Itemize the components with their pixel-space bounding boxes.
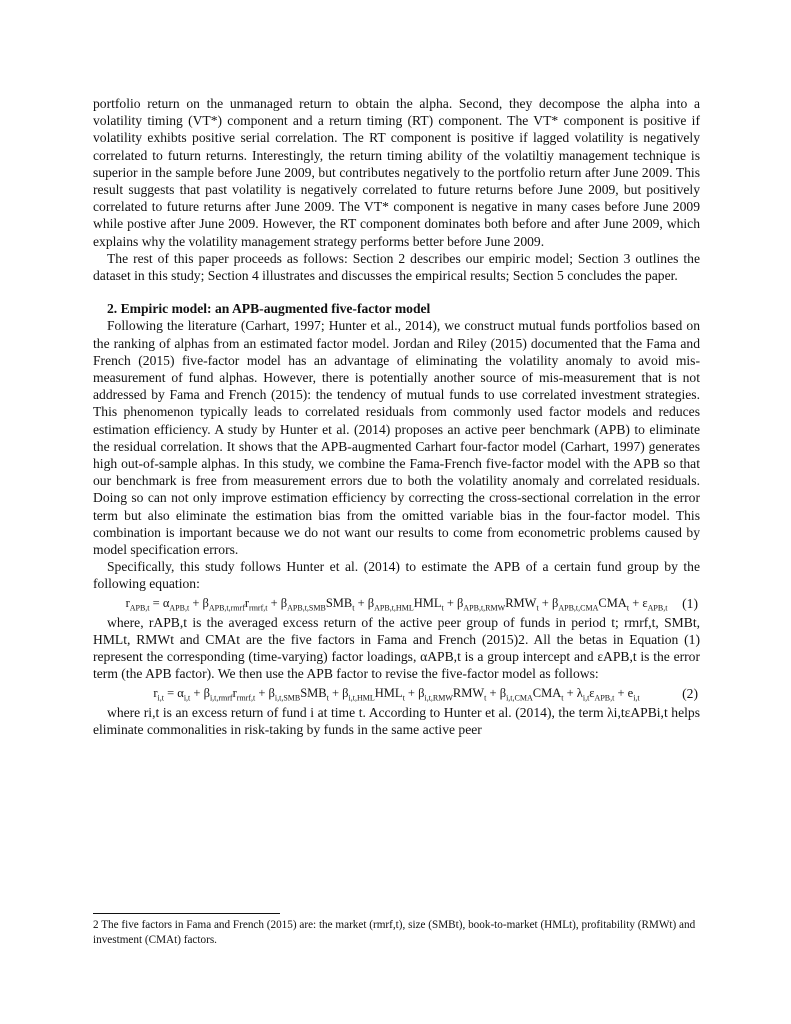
footnote-divider [93, 913, 280, 914]
equation-1: $r_{APB,t} = \alpha_{APB,t} + \beta_{APB,t,rmrf}r_{rmrf,t} + \beta_{APB,t,SMB}SMB_t + \beta_{APB,t,HML}HML_t + \beta_{APB,t,RMW}RMW_t + \beta_{APB,t,CMA}CMA_t + \varepsilon_{APB,t}$ (1) [93, 593, 700, 614]
section2-paragraph-1: Following the literature (Carhart, 1997; Hunter et al., 2014), we construct mutual funds portfolios based on the ranking of alphas from an estimated factor model. Jordan and Riley (2015) documented that the Fama and French (2015) five-factor model has an advantage of eliminating the volatility anomaly to avoid mis-measurement of fund alphas. However, there is potentially another source of mis-measurement that is not addressed by Fama and French (2015): the tendency of mutual funds to use correlated investment strategies. This phenomenon typically leads to correlated residuals from commonly used factor models and reduces estimation efficiency. A study by Hunter et al. (2014) proposes an active peer benchmark (APB) to eliminate the residual correlation. It shows that the APB-augmented Carhart four-factor model (Carhart, 1997) generates high out-of-sample alphas. In this study, we combine the Fama-French five-factor model with the APB so that our benchmark is free from measurement errors due to both the volatility anomaly and correlated residuals. Doing so can not only improve estimation efficiency by correcting the cross-sectional correlation in the error term but also eliminate the estimation bias from the omitted variable bias in the four-factor model. This combination is important because we do not want our results to come from econometric problems caused by model specification errors. [93, 318, 700, 558]
intro-paragraph-2: The rest of this paper proceeds as follows: Section 2 describes our empiric model; Section 3 outlines the dataset in this study; Section 4 illustrates and discusses the empirical results; Section 5 concludes the paper. [93, 250, 700, 284]
equation-2: $r_{i,t} = \alpha_{i,t} + \beta_{i,t,rmrf}r_{rmrf,t} + \beta_{i,t,SMB}SMB_t + \beta_{i,t,HML}HML_t + \beta_{i,t,RMW}RMW_t + \beta_{i,t,CMA}CMA_t + \lambda_{i,t}\varepsilon_{APB,t} + e_{i,t}$ (2) [93, 683, 700, 704]
section2-paragraph-3: where, rAPB,t is the averaged excess return of the active peer group of funds in period t; rmrf,t, SMBt, HMLt, RMWt and CMAt are the five factors in Fama and French (2015)2. All the betas in Equation (1) represent the corresponding (time-varying) factor loadings, αAPB,t is a group intercept and εAPB,t is the error term (the APB factor). We then use the APB factor to revise the five-factor model as follows: [93, 614, 700, 682]
paper-page [93, 95, 700, 738]
intro-paragraph-1: portfolio return on the unmanaged return to obtain the alpha. Second, they decompose the alpha into a volatility timing (VT*) component and a return timing (RT) component. The VT* component is positive if volatility exhibts positive serial correlation. The RT component is positive if lagged volatility is negatively correlated to futurn returns. Interestingly, the return timing ability of the volatiltiy management technique is superior in the sample before June 2009, but contributes negatively to the portfolio return after June 2009. This result suggests that past volatility is negatively correlated to future returns before June 2009, but positively correlated to future returns after June 2009. The VT* component is negative in many cases before June 2009 while postive after June 2009. However, the RT component dominates both before and after June 2009, which explains why the volatility management strategy performs better before June 2009. [93, 96, 700, 249]
equation-1-number: (1) [682, 595, 698, 611]
equation-2-number: (2) [682, 685, 698, 701]
section-heading: 2. Empiric model: an APB-augmented five-factor model [107, 301, 431, 317]
footnote: 2 The five factors in Fama and French (2015) are: the market (rmrf,t), size (SMBt), book-to-market (HMLt), profitability (RMWt) and investment (CMAt) factors. [93, 919, 696, 946]
section2-paragraph-4: where ri,t is an excess return of fund i at time t. According to Hunter et al. (2014), the term λi,tεAPBi,t helps eliminate commonalities in risk-taking by funds in the same active peer [93, 704, 700, 737]
section2-paragraph-2: Specifically, this study follows Hunter et al. (2014) to estimate the APB of a certain fund group by the following equation: [93, 559, 700, 592]
